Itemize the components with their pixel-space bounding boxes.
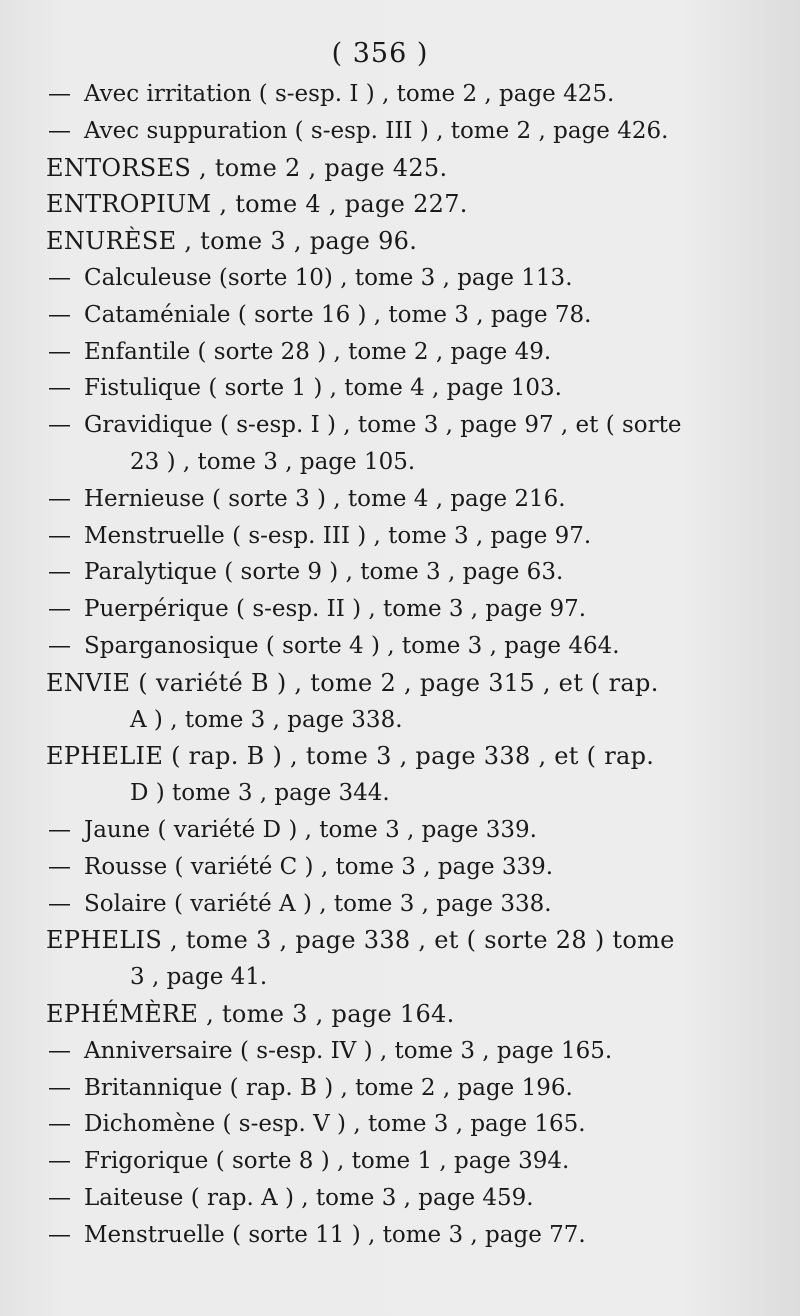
index-subentry	[0, 76, 800, 113]
index-subentry	[0, 407, 800, 444]
index-subentry	[0, 334, 800, 371]
index-entry-continuation	[0, 444, 800, 481]
subentry-dash: —	[48, 632, 71, 659]
entry-text: ENURÈSE , tome 3 , page 96.	[46, 227, 418, 256]
index-subentry	[0, 260, 800, 297]
index-subentry	[0, 886, 800, 923]
index-entries	[0, 76, 800, 1254]
entry-text: Jaune ( variété D ) , tome 3 , page 339.	[84, 816, 537, 843]
page-number: ( 356 )	[331, 38, 429, 69]
subentry-dash: —	[48, 264, 71, 291]
subentry-dash: —	[48, 338, 71, 365]
entry-text: EPHELIS , tome 3 , page 338 , et ( sorte 28 ) tome	[46, 926, 675, 955]
entry-text: Hernieuse ( sorte 3 ) , tome 4 , page 216.	[84, 485, 566, 512]
entry-text: Frigorique ( sorte 8 ) , tome 1 , page 394.	[84, 1148, 570, 1175]
entry-text: A ) , tome 3 , page 338.	[130, 706, 403, 733]
index-subentry	[0, 370, 800, 407]
index-subentry	[0, 297, 800, 334]
index-subentry	[0, 1033, 800, 1070]
index-subentry	[0, 481, 800, 518]
entry-text: ENTROPIUM , tome 4 , page 227.	[46, 190, 468, 219]
index-subentry	[0, 1217, 800, 1254]
entry-text: Britannique ( rap. B ) , tome 2 , page 196.	[84, 1074, 573, 1101]
index-subentry	[0, 1143, 800, 1180]
subentry-dash: —	[48, 117, 71, 144]
subentry-dash: —	[48, 1074, 71, 1101]
index-entry-continuation	[0, 702, 800, 739]
index-entry-continuation	[0, 775, 800, 812]
index-entry	[0, 922, 800, 959]
index-subentry	[0, 1070, 800, 1107]
subentry-dash: —	[48, 596, 71, 623]
entry-text: Avec suppuration ( s-esp. III ) , tome 2 , page 426.	[84, 117, 669, 144]
entry-text: D ) tome 3 , page 344.	[130, 780, 390, 807]
subentry-dash: —	[48, 816, 71, 843]
entry-text: Solaire ( variété A ) , tome 3 , page 338.	[84, 890, 552, 917]
entry-text: Fistulique ( sorte 1 ) , tome 4 , page 103.	[84, 375, 562, 402]
entry-text: Dichomène ( s-esp. V ) , tome 3 , page 165.	[84, 1111, 586, 1138]
subentry-dash: —	[48, 412, 71, 439]
entry-text: Avec irritation ( s-esp. I ) , tome 2 , page 425.	[84, 81, 615, 107]
subentry-dash: —	[48, 301, 71, 328]
entry-text: EPHÉMÈRE , tome 3 , page 164.	[46, 999, 455, 1028]
subentry-dash: —	[48, 1111, 71, 1138]
index-subentry	[0, 518, 800, 555]
subentry-dash: —	[48, 522, 71, 549]
entry-text: Puerpérique ( s-esp. II ) , tome 3 , page 97.	[84, 596, 587, 623]
index-entry	[0, 996, 800, 1033]
subentry-dash: —	[48, 485, 71, 512]
index-subentry	[0, 849, 800, 886]
index-entry	[0, 186, 800, 223]
index-entry-continuation	[0, 959, 800, 996]
entry-text: Sparganosique ( sorte 4 ) , tome 3 , page 464.	[84, 632, 620, 659]
index-subentry	[0, 628, 800, 665]
subentry-dash: —	[48, 1037, 71, 1064]
subentry-dash: —	[48, 890, 71, 917]
index-subentry	[0, 113, 800, 150]
entry-text: Menstruelle ( sorte 11 ) , tome 3 , page 77.	[84, 1221, 586, 1248]
entry-text: Anniversaire ( s-esp. IV ) , tome 3 , page 165.	[84, 1037, 613, 1064]
subentry-dash: —	[48, 81, 71, 107]
subentry-dash: —	[48, 1148, 71, 1175]
entry-text: 3 , page 41.	[130, 964, 268, 991]
entry-text: Enfantile ( sorte 28 ) , tome 2 , page 49.	[84, 338, 552, 365]
index-entry	[0, 738, 800, 775]
index-subentry	[0, 812, 800, 849]
entry-text: Gravidique ( s-esp. I ) , tome 3 , page 97 , et ( sorte	[84, 412, 682, 439]
subentry-dash: —	[48, 1184, 71, 1211]
entry-text: Rousse ( variété C ) , tome 3 , page 339.	[84, 853, 554, 880]
entry-text: Menstruelle ( s-esp. III ) , tome 3 , page 97.	[84, 522, 592, 549]
subentry-dash: —	[48, 1221, 71, 1248]
subentry-dash: —	[48, 375, 71, 402]
entry-text: EPHELIE ( rap. B ) , tome 3 , page 338 , et ( rap.	[46, 742, 655, 771]
entry-text: 23 ) , tome 3 , page 105.	[130, 448, 416, 475]
entry-text: ENVIE ( variété B ) , tome 2 , page 315 , et ( rap.	[46, 668, 659, 697]
index-entry	[0, 150, 800, 187]
subentry-dash: —	[48, 559, 71, 586]
entry-text: Paralytique ( sorte 9 ) , tome 3 , page 63.	[84, 559, 564, 586]
entry-text: Cataméniale ( sorte 16 ) , tome 3 , page 78.	[84, 301, 592, 328]
index-subentry	[0, 1106, 800, 1143]
entry-text: Calculeuse (sorte 10) , tome 3 , page 113.	[84, 264, 573, 291]
subentry-dash: —	[48, 853, 71, 880]
index-entry	[0, 665, 800, 702]
index-subentry	[0, 591, 800, 628]
entry-text: Laiteuse ( rap. A ) , tome 3 , page 459.	[84, 1184, 534, 1211]
entry-text: ENTORSES , tome 2 , page 425.	[46, 153, 448, 182]
index-subentry	[0, 554, 800, 591]
index-subentry	[0, 1180, 800, 1217]
index-entry	[0, 223, 800, 260]
